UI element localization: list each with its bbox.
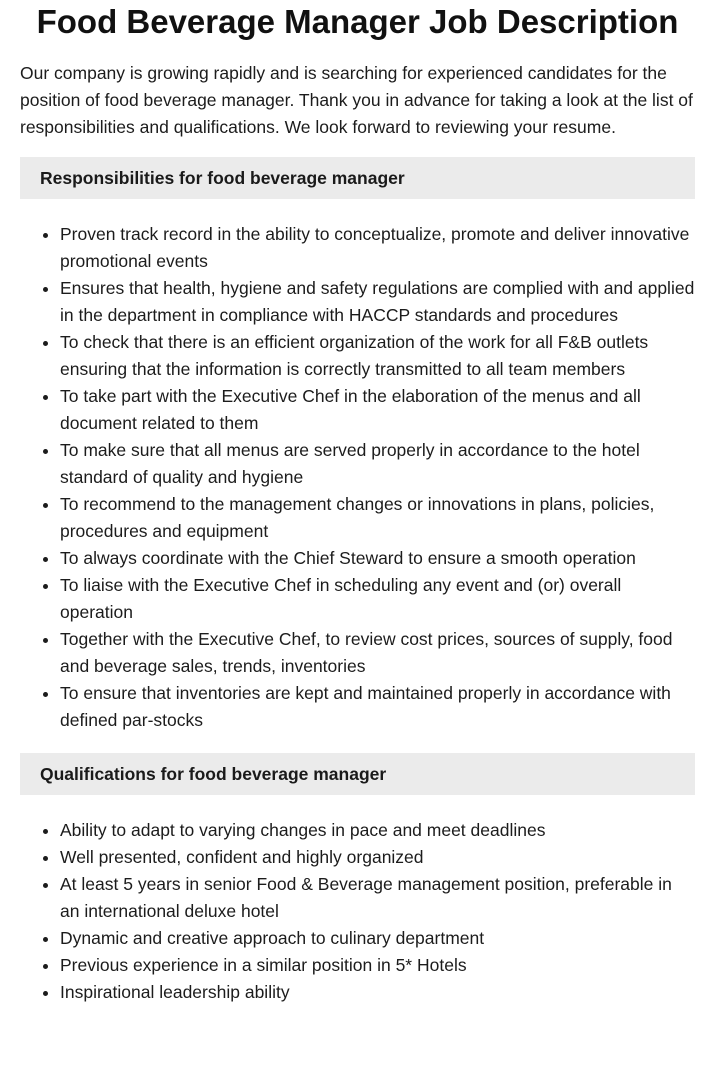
list-item: • To take part with the Executive Chef in the elaboration of the menus and all document related to them: [60, 383, 695, 437]
list-item: • To liaise with the Executive Chef in scheduling any event and (or) overall operation: [60, 572, 695, 626]
list-item: • To always coordinate with the Chief Steward to ensure a smooth operation: [60, 545, 695, 572]
list-item: • Previous experience in a similar position in 5* Hotels: [60, 952, 695, 979]
responsibilities-heading: Responsibilities for food beverage manager: [20, 157, 695, 199]
list-item: • Ability to adapt to varying changes in pace and meet deadlines: [60, 817, 695, 844]
list-item: • Dynamic and creative approach to culinary department: [60, 925, 695, 952]
list-item: • To ensure that inventories are kept and maintained properly in accordance with defined par-stocks: [60, 680, 695, 734]
list-item: • Inspirational leadership ability: [60, 979, 695, 1006]
list-item: • Ensures that health, hygiene and safety regulations are complied with and applied in the department in compliance with HACCP standards and procedures: [60, 275, 695, 329]
list-item: • At least 5 years in senior Food & Beverage management position, preferable in an international deluxe hotel: [60, 871, 695, 925]
page-title: Food Beverage Manager Job Description: [36, 3, 679, 40]
list-item: • To check that there is an efficient organization of the work for all F&B outlets ensuring that the information is correctly transmitted to all team members: [60, 329, 695, 383]
list-item: • Well presented, confident and highly organized: [60, 844, 695, 871]
intro-paragraph: Our company is growing rapidly and is searching for experienced candidates for the position of food beverage manager. Thank you in advance for taking a look at the list of responsibilities and qualifications. We look forward to reviewing your resume.: [20, 63, 693, 137]
qualifications-list: [20, 817, 695, 1006]
list-item: • To recommend to the management changes or innovations in plans, policies, procedures and equipment: [60, 491, 695, 545]
qualifications-heading: Qualifications for food beverage manager: [20, 753, 695, 795]
responsibilities-list: [20, 221, 695, 734]
list-item: • Together with the Executive Chef, to review cost prices, sources of supply, food and beverage sales, trends, inventories: [60, 626, 695, 680]
list-item: • Proven track record in the ability to conceptualize, promote and deliver innovative promotional events: [60, 221, 695, 275]
list-item: • To make sure that all menus are served properly in accordance to the hotel standard of quality and hygiene: [60, 437, 695, 491]
